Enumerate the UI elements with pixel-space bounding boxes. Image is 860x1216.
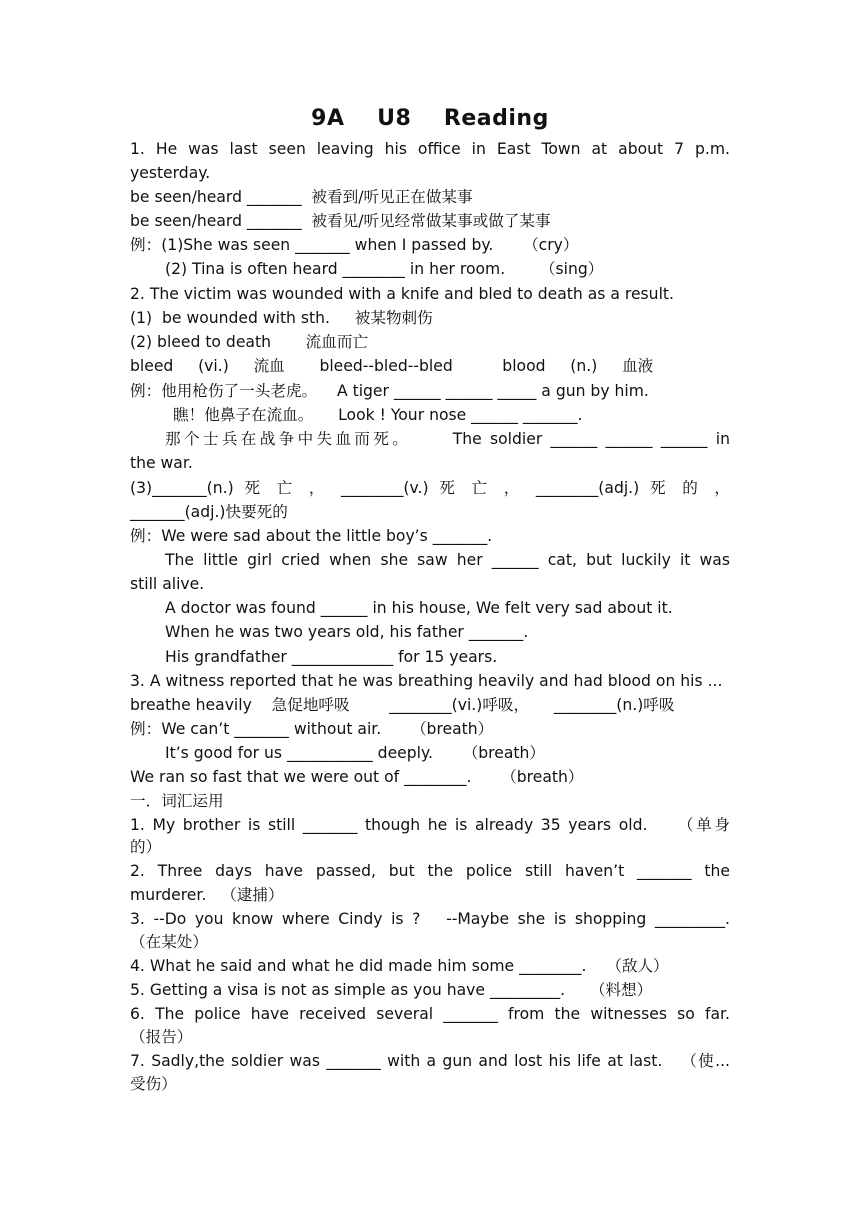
section-heading-vocab: 一．词汇运用 bbox=[130, 792, 224, 810]
example-grandfather: His grandfather _____________ for 15 years. bbox=[165, 648, 498, 666]
example-father: When he was two years old, his father _______. bbox=[165, 623, 529, 641]
example-out-of-breath: We ran so fast that we were out of ________. （breath） bbox=[130, 768, 584, 786]
example-deeply: It’s good for us ___________ deeply. （breath） bbox=[165, 744, 545, 762]
vocab-q5: 5. Getting a visa is not as simple as you have _________. （料想） bbox=[130, 981, 653, 999]
example-cat-line2: still alive. bbox=[130, 575, 205, 593]
phrase-seen-doing: be seen/heard _______ 被看到/听见正在做某事 bbox=[130, 188, 473, 206]
example-soldier-line2: the war. bbox=[130, 454, 193, 472]
phrase-bleed-to-death: (2) bleed to death 流血而亡 bbox=[130, 333, 369, 351]
example-nose: 瞧！他鼻子在流血。 Look ! Your nose ______ _______. bbox=[173, 406, 583, 424]
item2-sentence: 2. The victim was wounded with a knife and bled to death as a result. bbox=[130, 285, 674, 303]
vocab-q7-line1: 7. Sadly,the soldier was _______ with a gun and lost his life at last. （使... bbox=[130, 1052, 730, 1070]
example-doctor: A doctor was found ______ in his house, We felt very sad about it. bbox=[165, 599, 673, 617]
example-cat-line1: The little girl cried when she saw her ______ cat, but luckily it was bbox=[165, 551, 730, 569]
vocab-q4: 4. What he said and what he did made him some ________. （敌人） bbox=[130, 957, 669, 975]
example-boy-death: 例：We were sad about the little boy’s _______. bbox=[130, 527, 493, 545]
vocab-q6-line1: 6. The police have received several _______ from the witnesses so far. bbox=[130, 1005, 730, 1023]
vocab-q6-line2: （报告） bbox=[130, 1028, 193, 1046]
vocab-q3-line1: 3. --Do you know where Cindy is ? --Maybe she is shopping _________. bbox=[130, 910, 730, 928]
vocab-q2-line2: murderer. （逮捕） bbox=[130, 886, 284, 904]
phrase-seen-do: be seen/heard _______ 被看见/听见经常做某事或做了某事 bbox=[130, 212, 551, 230]
vocab-q1-line2: 的） bbox=[130, 838, 162, 856]
death-forms-line2: _______(adj.)快要死的 bbox=[130, 503, 288, 521]
bleed-forms: bleed (vi.) 流血 bleed--bled--bled blood (n.) 血液 bbox=[130, 357, 654, 375]
phrase-wounded: (1) be wounded with sth. 被某物刺伤 bbox=[130, 309, 433, 327]
item1-sentence-line1: 1. He was last seen leaving his office in East Town at about 7 p.m. bbox=[130, 140, 730, 158]
vocab-q2-line1: 2. Three days have passed, but the police still haven’t _______ the bbox=[130, 862, 730, 880]
example-sing: (2) Tina is often heard ________ in her room. （sing） bbox=[165, 260, 604, 278]
item3-sentence: 3. A witness reported that he was breathing heavily and had blood on his ... bbox=[130, 672, 723, 690]
page-title: 9A U8 Reading bbox=[311, 106, 549, 131]
breathe-forms: breathe heavily 急促地呼吸 ________(vi.)呼吸， ________(n.)呼吸 bbox=[130, 696, 675, 714]
vocab-q1-line1: 1. My brother is still _______ though he is already 35 years old. （单身 bbox=[130, 816, 730, 834]
vocab-q3-line2: （在某处） bbox=[130, 933, 208, 951]
death-forms-line1: (3)_______(n.) 死 亡 ， ________(v.) 死 亡 ， ________(adj.) 死 的 ， bbox=[130, 479, 730, 497]
vocab-q7-line2: 受伤） bbox=[130, 1075, 177, 1093]
example-tiger: 例：他用枪伤了一头老虎。 A tiger ______ ______ _____ a gun by him. bbox=[130, 382, 649, 400]
item1-sentence-line2: yesterday. bbox=[130, 164, 211, 182]
example-air: 例：We can’t _______ without air. （breath） bbox=[130, 720, 494, 738]
example-soldier-line1: 那个士兵在战争中失血而死。 The soldier ______ ______ ______ in bbox=[165, 430, 730, 448]
example-cry: 例：(1)She was seen _______ when I passed by. （cry） bbox=[130, 236, 579, 254]
